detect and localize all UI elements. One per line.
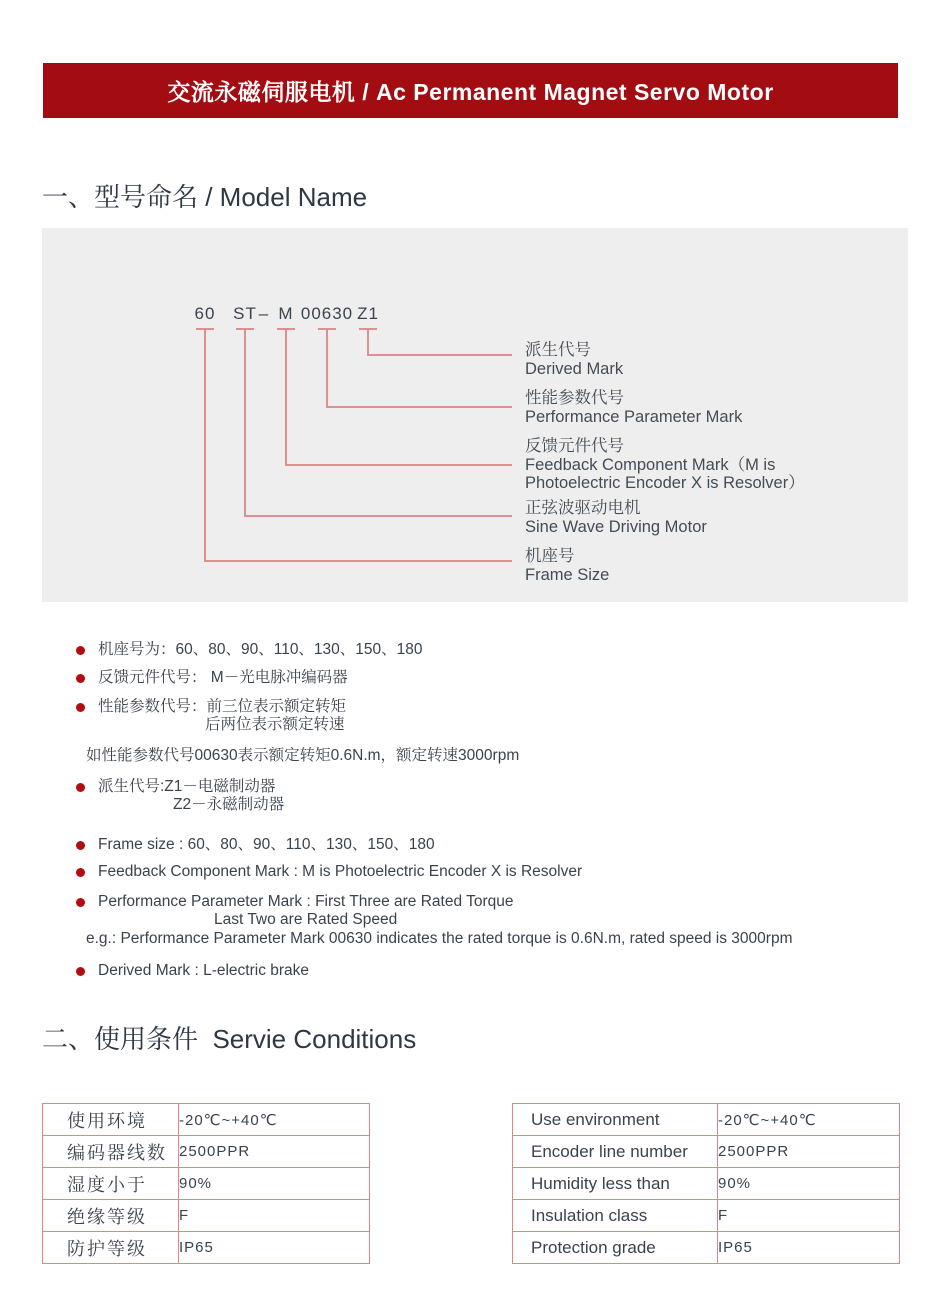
- bullet-icon: [76, 841, 85, 850]
- bullet-item: [76, 669, 906, 687]
- bullet-text: 派生代号:Z1－电磁制动器: [98, 778, 276, 795]
- model-code-derived: Z1: [357, 304, 379, 323]
- connector-line: [204, 560, 512, 562]
- label-cn: 机座号: [525, 547, 575, 565]
- connector-line: [367, 330, 369, 356]
- bullet-text: 反馈元件代号： M－光电脉冲编码器: [98, 669, 348, 686]
- label-derived-mark: [525, 341, 905, 378]
- label-cn: 正弦波驱动电机: [525, 499, 641, 517]
- page-title: 交流永磁伺服电机 / Ac Permanent Magnet Servo Motor: [167, 79, 774, 105]
- row-value: 2500PPR: [179, 1136, 370, 1168]
- row-label: 使用环境: [43, 1104, 179, 1136]
- connector-line: [367, 354, 512, 356]
- model-code-performance: 00630: [300, 304, 354, 323]
- service-conditions-tables: [0, 1103, 950, 1263]
- model-code-st: ST: [233, 304, 257, 323]
- connector-line: [285, 330, 287, 466]
- table-row: [513, 1168, 900, 1200]
- bullet-icon: [76, 703, 85, 712]
- table-row: [513, 1136, 900, 1168]
- conditions-table-cn: [42, 1103, 370, 1264]
- label-performance-parameter-mark: [525, 389, 905, 426]
- connector-line: [326, 406, 512, 408]
- row-label: Protection grade: [513, 1232, 718, 1264]
- label-frame-size: [525, 547, 905, 584]
- row-value: 90%: [179, 1168, 370, 1200]
- bullet-item: [76, 962, 906, 980]
- model-name-diagram-panel: [42, 228, 908, 602]
- row-value: 90%: [718, 1168, 900, 1200]
- bullet-continuation: Z2－永磁制动器: [173, 796, 285, 813]
- row-label: 绝缘等级: [43, 1200, 179, 1232]
- section2-title: 二、使用条件 Servie Conditions: [42, 1024, 417, 1054]
- bullet-continuation: Last Two are Rated Speed: [214, 911, 398, 928]
- bullet-continuation: 后两位表示额定转速: [205, 716, 345, 733]
- table-row: [513, 1104, 900, 1136]
- row-value: F: [718, 1200, 900, 1232]
- label-cn: 派生代号: [525, 341, 591, 359]
- model-code-dash: –: [258, 304, 270, 323]
- bullet-icon: [76, 898, 85, 907]
- page-header-bar: [43, 63, 898, 118]
- row-value: -20℃~+40℃: [179, 1104, 370, 1136]
- bullet-item: [76, 863, 906, 881]
- section1-title: 一、型号命名 / Model Name: [42, 182, 368, 212]
- label-sine-wave-driving-motor: [525, 499, 905, 536]
- notes-list: [76, 641, 906, 980]
- model-code-feedback: M: [278, 304, 294, 323]
- row-label: Use environment: [513, 1104, 718, 1136]
- bullet-text: Performance Parameter Mark : First Three are Rated Torque: [98, 893, 514, 910]
- row-label: Insulation class: [513, 1200, 718, 1232]
- note-line: e.g.: Performance Parameter Mark 00630 indicates the rated torque is 0.6N.m, rated speed is 3000rpm: [86, 930, 793, 947]
- row-label: 编码器线数: [43, 1136, 179, 1168]
- table-row: [513, 1232, 900, 1264]
- table-row: [43, 1104, 370, 1136]
- table-row: [43, 1200, 370, 1232]
- row-value: IP65: [179, 1232, 370, 1264]
- bullet-item: [76, 641, 906, 659]
- row-label: 防护等级: [43, 1232, 179, 1264]
- bullet-icon: [76, 783, 85, 792]
- label-cn: 反馈元件代号: [525, 437, 624, 455]
- row-value: F: [179, 1200, 370, 1232]
- bullet-icon: [76, 646, 85, 655]
- model-code-frame-size: 60: [194, 304, 216, 323]
- bullet-text: 性能参数代号：前三位表示额定转矩: [98, 698, 347, 715]
- connector-line: [204, 330, 206, 562]
- connector-line: [326, 330, 328, 408]
- label-feedback-component-mark: [525, 437, 905, 493]
- bullet-text: Derived Mark : L-electric brake: [98, 962, 310, 979]
- connector-line: [244, 515, 512, 517]
- bullet-text: Feedback Component Mark : M is Photoelectric Encoder X is Resolver: [98, 863, 583, 880]
- label-en: Derived Mark: [525, 359, 624, 378]
- conditions-table-en: [512, 1103, 900, 1264]
- row-value: 2500PPR: [718, 1136, 900, 1168]
- bullet-icon: [76, 868, 85, 877]
- bullet-icon: [76, 674, 85, 683]
- label-cn: 性能参数代号: [525, 389, 624, 407]
- connector-line: [244, 330, 246, 517]
- table-row: [513, 1200, 900, 1232]
- bullet-text: 机座号为：60、80、90、110、130、150、180: [98, 641, 423, 658]
- label-en: Sine Wave Driving Motor: [525, 517, 707, 536]
- bullet-item: [76, 893, 906, 911]
- row-label: Encoder line number: [513, 1136, 718, 1168]
- row-label: Humidity less than: [513, 1168, 718, 1200]
- bullet-icon: [76, 967, 85, 976]
- row-value: -20℃~+40℃: [718, 1104, 900, 1136]
- table-row: [43, 1136, 370, 1168]
- bullet-item: [76, 836, 906, 854]
- row-label: 湿度小于: [43, 1168, 179, 1200]
- bullet-text: Frame size : 60、80、90、110、130、150、180: [98, 836, 435, 853]
- label-en: Frame Size: [525, 565, 610, 584]
- bullet-item: [76, 778, 906, 796]
- label-en: Performance Parameter Mark: [525, 407, 743, 426]
- connector-line: [285, 464, 512, 466]
- table-row: [43, 1168, 370, 1200]
- note-line: 如性能参数代号00630表示额定转矩0.6N.m，额定转速3000rpm: [86, 747, 520, 764]
- bullet-item: [76, 698, 906, 716]
- row-value: IP65: [718, 1232, 900, 1264]
- table-row: [43, 1232, 370, 1264]
- label-en: Photoelectric Encoder X is Resolver）: [525, 474, 805, 492]
- label-en: Feedback Component Mark（M is: [525, 455, 776, 474]
